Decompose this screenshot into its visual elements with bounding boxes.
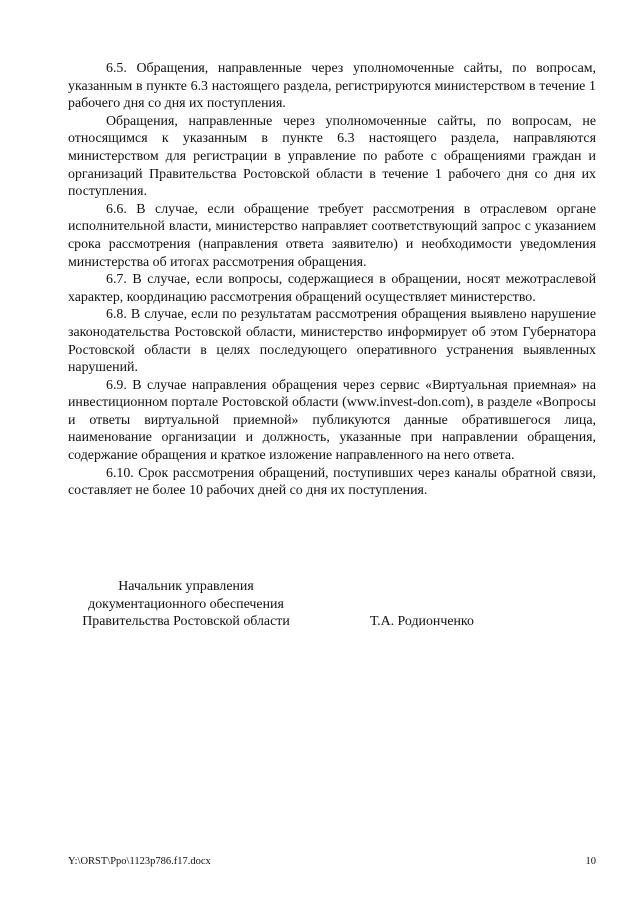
signatory-name: Т.А. Родионченко <box>370 614 474 629</box>
signatory-position <box>68 578 304 631</box>
signatory-position-line: Начальник управления <box>118 579 254 594</box>
document-body <box>68 60 596 500</box>
signatory-position-line: Правительства Ростовской области <box>82 614 290 630</box>
paragraph-6-5-continued: Обращения, направленные через уполномоченные сайты, по вопросам, не относящимся к указанным в пункте 6.3 настоящего раздела, направляются министерством для регистрации в управление по работе с обращениями граждан и организаций Правительства Ростовской области в течение 1 рабочего дня со дня их поступления. <box>68 113 596 200</box>
signature-block <box>68 578 596 638</box>
paragraph-6-8: 6.8. В случае, если по результатам рассмотрения обращения выявлено нарушение законодательства Ростовской области, министерство информирует об этом Губернатора Ростовской области в целях последующего оперативного устранения выявленных нарушений. <box>68 307 596 376</box>
paragraph-6-5: 6.5. Обращения, направленные через уполномоченные сайты, по вопросам, указанным в пункте 6.3 настоящего раздела, регистрируются министерством в течение 1 рабочего дня со дня их поступления. <box>68 61 596 112</box>
paragraph-6-7: 6.7. В случае, если вопросы, содержащиеся в обращении, носят межотраслевой характер, координацию рассмотрения обращений осуществляет министерство. <box>68 272 596 305</box>
paragraph-6-10: 6.10. Срок рассмотрения обращений, поступивших через каналы обратной связи, составляет не более 10 рабочих дней со дня их поступления. <box>68 465 596 499</box>
paragraph-6-6: 6.6. В случае, если обращение требует рассмотрения в отраслевом органе исполнительной власти, министерство направляет соответствующий запрос с указанием срока рассмотрения (направления ответа заявителю) и необходимости уведомления министерства об итогах рассмотрения обращения. <box>68 201 596 270</box>
paragraph-6-9: 6.9. В случае направления обращения через сервис «Виртуальная приемная» на инвестиционном портале Ростовской области (www.invest-don.com), в разделе «Вопросы и ответы виртуальной приемной» публикуются данные обратившегося лица, наименование организации и должность, указанные при направлении обращения, содержание обращения и краткое изложение направленного на него ответа. <box>68 377 596 464</box>
footer-file-path: Y:\ORST\Ppo\1123p786.f17.docx <box>68 856 211 867</box>
page-number: 10 <box>585 856 596 867</box>
signatory-position-line: документационного обеспечения <box>88 596 284 612</box>
